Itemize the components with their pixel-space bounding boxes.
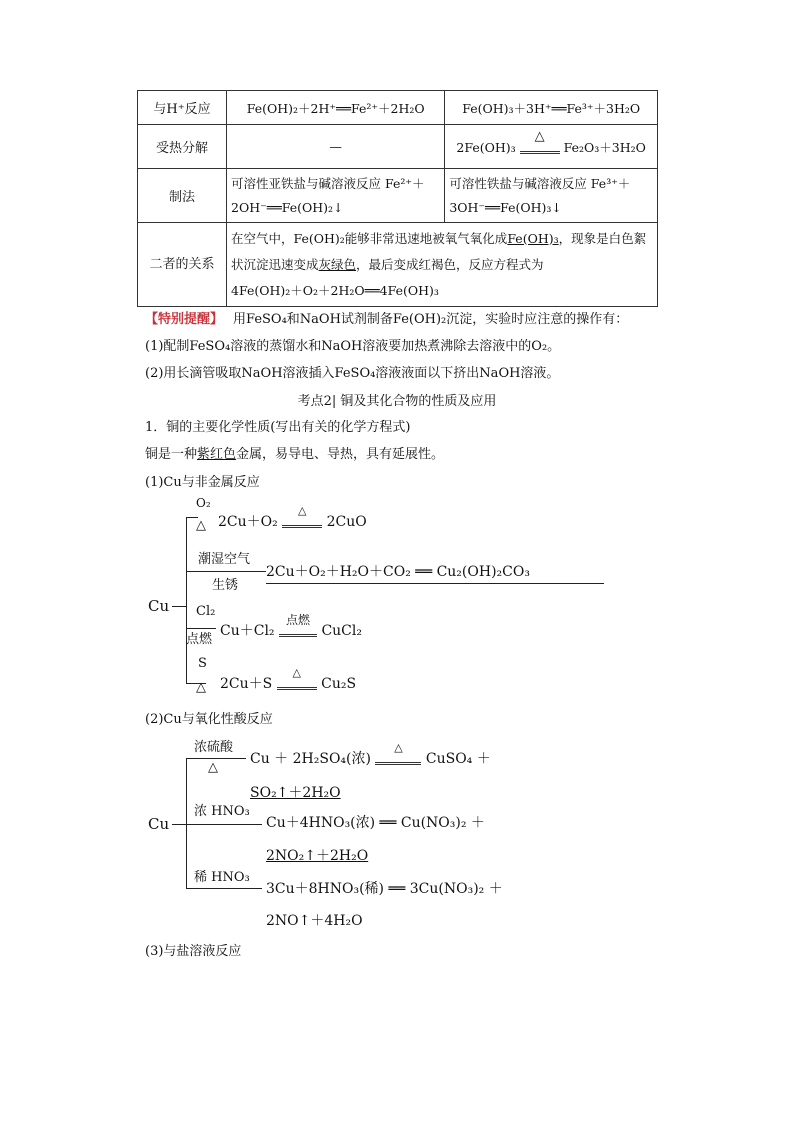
relation-cell: 在空气中，Fe(OH)₂能够非常迅速地被氧气氧化成Fe(OH)₃，现象是白色絮状沉淀迅速变成灰绿色，最后变成红褐色，反应方程式为 4Fe(OH)₂＋O₂＋2H₂O══4Fe(OH)₃ bbox=[227, 223, 658, 307]
special-tip bbox=[145, 308, 628, 327]
sub-heading-salt: (3)与盐溶液反应 bbox=[145, 944, 242, 959]
iron-hydroxide-table bbox=[137, 90, 658, 307]
table-row bbox=[138, 169, 658, 223]
tip-text: 用FeSO₄和NaOH试剂制备Fe(OH)₂沉淀，实验时应注意的操作有： bbox=[233, 312, 629, 327]
tip-point-1: (1)配制FeSO₄溶液的蒸馏水和NaOH溶液要加热煮沸除去溶液中的O₂。 bbox=[145, 339, 561, 354]
cu-label: Cu bbox=[148, 597, 170, 615]
row-header: 二者的关系 bbox=[138, 223, 227, 307]
condition-equals: △ bbox=[520, 143, 560, 154]
section-title: 考点2| 铜及其化合物的性质及应用 bbox=[297, 394, 497, 409]
equation: Cu ＋ 2H₂SO₄(浓) △ CuSO₄ ＋ bbox=[250, 740, 491, 767]
tip-badge: 【特别提醒】 bbox=[145, 312, 224, 327]
equation: Cu＋Cl₂ 点燃 CuCl₂ bbox=[220, 612, 362, 639]
row-header: 受热分解 bbox=[138, 125, 227, 169]
equation: 2Cu＋O₂＋H₂O＋CO₂ ══ Cu₂(OH)₂CO₃ bbox=[266, 561, 604, 584]
table-row bbox=[138, 125, 658, 169]
cell-feoh2: 可溶性亚铁盐与碱溶液反应 Fe²⁺＋2OH⁻══Fe(OH)₂↓ bbox=[227, 169, 445, 223]
cell-feoh3: 可溶性铁盐与碱溶液反应 Fe³⁺＋3OH⁻══Fe(OH)₃↓ bbox=[445, 169, 658, 223]
row-header: 制法 bbox=[138, 169, 227, 223]
eq-right: Fe₂O₃＋3H₂O bbox=[563, 139, 646, 155]
copper-intro: 铜是一种紫红色金属，易导电、导热，具有延展性。 bbox=[145, 447, 445, 462]
vertical-bracket bbox=[186, 517, 187, 684]
equation: 3Cu＋8HNO₃(稀) ══ 3Cu(NO₃)₂ ＋ bbox=[266, 881, 503, 897]
cell-feoh3: Fe(OH)₃＋3H⁺══Fe³⁺＋3H₂O bbox=[445, 91, 658, 125]
eq-left: 2Fe(OH)₃ bbox=[456, 139, 516, 155]
table-row bbox=[138, 91, 658, 125]
row-header: 与H⁺反应 bbox=[138, 91, 227, 125]
sub-heading-nonmetal: (1)Cu与非金属反应 bbox=[145, 475, 260, 490]
cell-feoh2: Fe(OH)₂＋2H⁺══Fe²⁺＋2H₂O bbox=[227, 91, 445, 125]
table-row bbox=[138, 223, 658, 307]
cell-feoh3 bbox=[445, 125, 658, 169]
sub-heading-acid: (2)Cu与氧化性酸反应 bbox=[145, 712, 273, 727]
cell-feoh2: — bbox=[227, 125, 445, 169]
stem-line bbox=[172, 606, 186, 607]
equation: Cu＋4HNO₃(浓) ══ Cu(NO₃)₂ ＋ bbox=[266, 815, 485, 831]
equation: 2Cu＋O₂ △ 2CuO bbox=[218, 503, 367, 530]
equation: 2Cu＋S △ Cu₂S bbox=[220, 665, 357, 692]
tip-point-2: (2)用长滴管吸取NaOH溶液插入FeSO₄溶液液面以下挤出NaOH溶液。 bbox=[145, 366, 560, 381]
subsection-title: 1．铜的主要化学性质(写出有关的化学方程式) bbox=[145, 420, 411, 435]
